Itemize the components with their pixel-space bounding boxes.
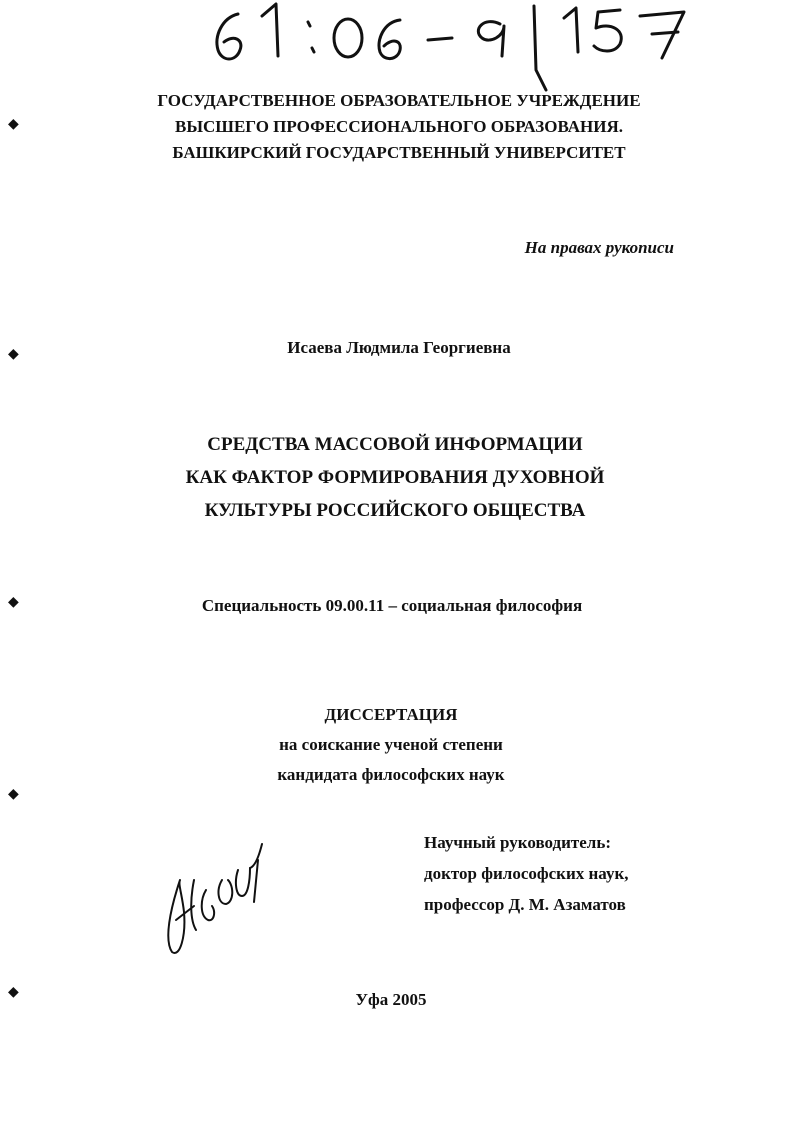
scientific-advisor	[424, 827, 629, 920]
handwritten-archive-number	[200, 0, 700, 95]
organization-line: ГОСУДАРСТВЕННОЕ ОБРАЗОВАТЕЛЬНОЕ УЧРЕЖДЕНИЕ	[157, 91, 641, 110]
dissertation-title	[0, 428, 790, 527]
binding-hole-mark: ◆	[8, 347, 19, 362]
binding-hole-mark: ◆	[8, 787, 19, 802]
dissertation-block	[0, 700, 782, 790]
organization-header	[0, 88, 798, 166]
binding-hole-mark: ◆	[8, 117, 19, 132]
title-line: СРЕДСТВА МАССОВОЙ ИНФОРМАЦИИ	[207, 434, 583, 455]
dissertation-line: на соискание ученой степени	[279, 735, 503, 754]
binding-hole-mark: ◆	[8, 985, 19, 1000]
city-year: Уфа 2005	[355, 990, 427, 1009]
binding-hole-mark: ◆	[8, 595, 19, 610]
advisor-line: Научный руководитель:	[424, 833, 611, 852]
organization-line: ВЫСШЕГО ПРОФЕССИОНАЛЬНОГО ОБРАЗОВАНИЯ.	[174, 117, 624, 136]
dissertation-line: ДИССЕРТАЦИЯ	[324, 705, 458, 724]
manuscript-rights: На правах рукописи	[524, 238, 674, 257]
organization-line: БАШКИРСКИЙ ГОСУДАРСТВЕННЫЙ УНИВЕРСИТЕТ	[172, 143, 626, 162]
author-name: Исаева Людмила Георгиевна	[287, 338, 511, 357]
advisor-line: профессор Д. М. Азаматов	[424, 895, 626, 914]
dissertation-line: кандидата философских наук	[277, 765, 505, 784]
title-line: КАК ФАКТОР ФОРМИРОВАНИЯ ДУХОВНОЙ	[185, 467, 605, 488]
specialty: Специальность 09.00.11 – социальная философия	[201, 596, 583, 615]
advisor-line: доктор философских наук,	[424, 864, 629, 883]
author-signature	[150, 840, 280, 960]
title-line: КУЛЬТУРЫ РОССИЙСКОГО ОБЩЕСТВА	[204, 500, 586, 521]
